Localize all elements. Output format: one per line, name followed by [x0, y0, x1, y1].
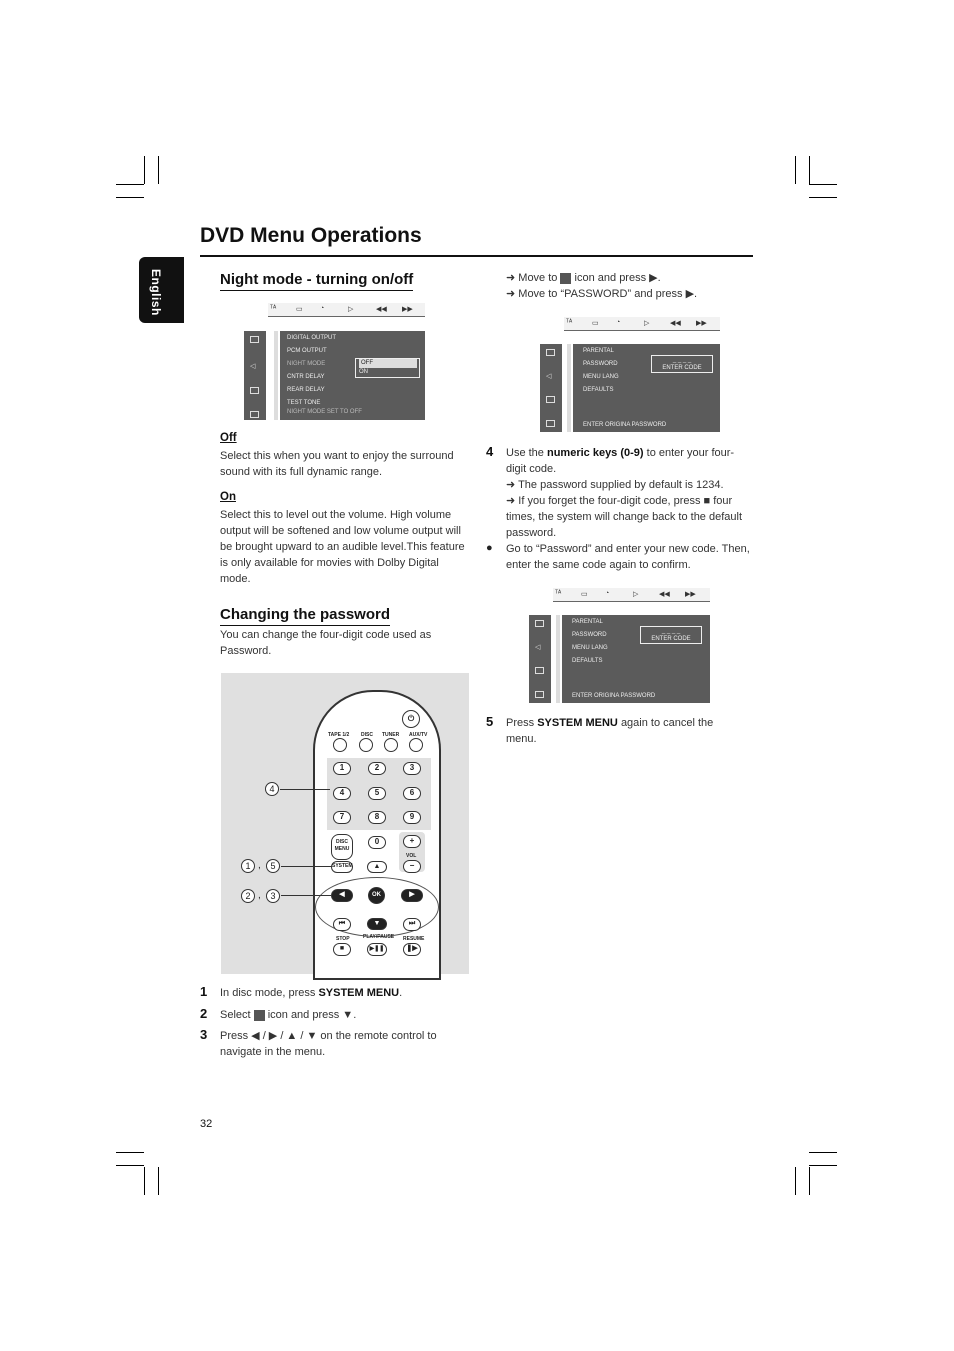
callout-leader: [281, 895, 331, 896]
step-4-post: to enter your four-digit code.: [506, 447, 735, 475]
crop-mark: [158, 156, 159, 184]
crop-mark: [795, 1167, 796, 1195]
screen-toolbar: ᵀᴬ ▭ ◔ ▷ ◀◀ ▶▶: [564, 317, 720, 331]
step-1-pre: In disc mode, press: [220, 987, 316, 999]
digit-5-button[interactable]: 5: [368, 787, 386, 800]
crop-mark: [144, 1167, 145, 1195]
aux-button[interactable]: [409, 738, 423, 752]
crop-mark: [116, 184, 144, 185]
resume-button[interactable]: ❚▶: [403, 943, 421, 956]
off-label: Off: [220, 432, 237, 444]
screen-toolbar: ᵀᴬ ▭ ◔ ▷ ◀◀ ▶▶: [553, 588, 710, 602]
speaker-icon: ◁: [250, 363, 256, 370]
off-text: Select this when you want to enjoy the surround sound with its full dynamic range.: [220, 450, 454, 478]
digit-7-button[interactable]: 7: [333, 811, 351, 824]
setup-icon: [254, 1010, 265, 1021]
vol-label: VOL: [406, 853, 417, 859]
step-5-post: again to cancel the menu.: [506, 717, 714, 745]
stop-button[interactable]: ■: [333, 943, 351, 956]
crop-mark: [809, 184, 837, 185]
aux-label: AUX/TV: [409, 732, 428, 738]
disc-label: DISC: [361, 732, 373, 738]
tuner-label: TUNER: [382, 732, 400, 738]
vol-up-button[interactable]: +: [403, 835, 421, 848]
remote-control: [313, 690, 441, 980]
step-4-arrow-1: ➜ The password supplied by default is 1234.: [506, 479, 724, 491]
power-button[interactable]: ⏻: [402, 710, 420, 728]
crop-mark: [116, 197, 144, 198]
callout-4: 4: [265, 782, 279, 796]
digit-4-button[interactable]: 4: [333, 787, 351, 800]
option-on: ON: [359, 369, 368, 375]
step-1-text: [220, 985, 470, 1001]
menu-item: CNTR DELAY: [287, 374, 325, 380]
lock-icon: [250, 411, 259, 418]
on-text: Select this to level out the volume. High volume output will be softened and low volume output will be brought upward to an audible level.This feature is only available for movies with Dolby Digital mode.: [220, 509, 465, 585]
step-5-pre: Press: [506, 717, 535, 729]
step-2-pre: Select: [220, 1009, 251, 1021]
night-menu-list: [287, 332, 336, 410]
menu-item: PARENTAL: [572, 619, 603, 625]
callout-comma: ,: [258, 890, 261, 901]
screen-footer: ENTER ORIGINA PASSWORD: [572, 693, 656, 699]
step-2-post: icon and press ▼.: [267, 1009, 357, 1021]
callout-3: 3: [266, 889, 280, 903]
arrow-line-2: ➜ Move to “PASSWORD” and press ▶.: [506, 288, 698, 300]
code-label: ENTER CODE: [662, 365, 702, 371]
on-label: On: [220, 491, 236, 503]
step-4-arrow-2-text: If you forget the four-digit code, press ■ four times, the system will change back to the default password.: [506, 495, 743, 539]
screen-toolbar: ᵀᴬ ▭ ◔ ▷ ◀◀ ▶▶: [268, 303, 425, 317]
screen-icon: [250, 387, 259, 394]
digit-9-button[interactable]: 9: [403, 811, 421, 824]
code-popup: [651, 355, 713, 373]
password-menu-list: [583, 345, 619, 397]
system-menu-button[interactable]: SYSTEM: [331, 861, 353, 873]
menu-item: PCM OUTPUT: [287, 348, 327, 354]
menu-item: DEFAULTS: [572, 658, 603, 664]
callout-2: 2: [241, 889, 255, 903]
page-title: DVD Menu Operations: [200, 224, 422, 247]
crop-mark: [809, 1152, 837, 1153]
callout-leader: [280, 789, 330, 790]
arrow-2-text: Move to “PASSWORD” and press ▶.: [518, 288, 698, 300]
right-button[interactable]: ▶: [401, 889, 423, 902]
crop-mark: [809, 1165, 837, 1166]
language-tab: [139, 257, 184, 323]
arrow-line-1: ➜ Move to icon and press ▶.: [506, 272, 661, 284]
stop-label: STOP: [336, 936, 350, 942]
crop-mark: [809, 156, 810, 184]
scroll-bar: [274, 331, 278, 420]
step-2-text: [220, 1007, 470, 1023]
left-button[interactable]: ◀: [331, 889, 353, 902]
vol-down-button[interactable]: −: [403, 860, 421, 873]
title-rule: [200, 255, 753, 257]
step-3-number: 3: [200, 1027, 208, 1042]
picture-icon: [546, 349, 555, 356]
step-1-post: .: [399, 987, 403, 999]
code-dashes: _ _ _ _: [672, 357, 692, 363]
next-button[interactable]: ⏭: [403, 918, 421, 931]
language-tab-label: English: [149, 269, 163, 316]
menu-item: DEFAULTS: [583, 387, 614, 393]
step-4-pre: Use the: [506, 447, 544, 459]
step-5-number: 5: [486, 714, 494, 729]
digit-0-button[interactable]: 0: [368, 836, 386, 849]
menu-item: MENU LANG: [583, 374, 619, 380]
password-screen-1: [540, 317, 720, 432]
step-4-number: 4: [486, 444, 494, 459]
lock-icon: [546, 420, 555, 427]
play-pause-label: PLAY/PAUSE: [363, 934, 395, 940]
callout-5: 5: [266, 859, 280, 873]
step-4-arrow-2: ➜ If you forget the four-digit code, press ■ four times, the system will change back to the default password.: [506, 495, 743, 539]
screen-icon: [546, 396, 555, 403]
tape-label: TAPE 1/2: [328, 732, 350, 738]
menu-item: TEST TONE: [287, 400, 321, 406]
menu-item: NIGHT MODE: [287, 361, 326, 367]
ok-button[interactable]: OK: [368, 887, 385, 904]
step-1-number: 1: [200, 984, 208, 999]
crop-mark: [158, 1167, 159, 1195]
crop-mark: [116, 1152, 144, 1153]
crop-mark: [809, 1167, 810, 1195]
resume-label: RESUME: [403, 936, 425, 942]
screen-sidebar: [244, 331, 266, 420]
menu-item: PASSWORD: [583, 361, 618, 367]
screen-footer: ENTER ORIGINA PASSWORD: [583, 422, 667, 428]
digit-8-button[interactable]: 8: [368, 811, 386, 824]
picture-icon: [535, 620, 544, 627]
password-menu-list: [572, 616, 608, 668]
speaker-icon: ◁: [535, 644, 541, 651]
password-intro: You can change the four-digit code used as Password.: [220, 629, 432, 657]
disc-button[interactable]: [359, 738, 373, 752]
menu-item: PASSWORD: [572, 632, 607, 638]
callout-1: 1: [241, 859, 255, 873]
digit-6-button[interactable]: 6: [403, 787, 421, 800]
page-number: 32: [200, 1118, 213, 1130]
down-button[interactable]: ▼: [367, 918, 387, 930]
menu-item: DIGITAL OUTPUT: [287, 335, 337, 341]
crop-mark: [116, 1165, 144, 1166]
bullet-icon: ●: [486, 542, 493, 554]
menu-item: MENU LANG: [572, 645, 608, 651]
setup-icon: [560, 273, 571, 284]
disc-menu-button[interactable]: DISC MENU: [331, 834, 353, 860]
tape-button[interactable]: [333, 738, 347, 752]
tuner-button[interactable]: [384, 738, 398, 752]
menu-item: REAR DELAY: [287, 387, 325, 393]
code-label: ENTER CODE: [651, 636, 691, 642]
arrow-1-pre: Move to: [518, 272, 558, 284]
step-2-number: 2: [200, 1006, 208, 1021]
crop-mark: [795, 156, 796, 184]
step-3-text: Press ◀ / ▶ / ▲ / ▼ on the remote control to navigate in the menu.: [220, 1030, 437, 1058]
screen-footer: NIGHT MODE SET TO OFF: [287, 409, 362, 415]
night-mode-screen: [244, 303, 425, 420]
crop-mark: [144, 156, 145, 184]
options-popup: [355, 358, 420, 378]
picture-icon: [250, 336, 259, 343]
digit-1-button[interactable]: 1: [333, 762, 351, 775]
step-5-text: [506, 715, 746, 747]
code-dashes: _ _ _ _: [661, 628, 681, 634]
lock-icon: [535, 691, 544, 698]
scroll-bar: [567, 344, 571, 432]
password-heading: Changing the password: [220, 606, 390, 626]
step-1-bold: SYSTEM MENU: [318, 987, 400, 999]
scroll-bar: [556, 615, 560, 703]
play-pause-button[interactable]: ▶❚❚: [367, 943, 387, 956]
screen-icon: [535, 667, 544, 674]
screen-sidebar: [540, 344, 562, 432]
crop-mark: [809, 197, 837, 198]
digit-2-button[interactable]: 2: [368, 762, 386, 775]
password-screen-2: [529, 588, 710, 703]
step-4-arrow-1-text: The password supplied by default is 1234.: [518, 479, 724, 491]
screen-sidebar: [529, 615, 551, 703]
night-mode-heading: Night mode - turning on/off: [220, 271, 413, 291]
option-off: OFF: [359, 359, 417, 368]
up-button[interactable]: ▲: [367, 861, 387, 873]
digit-3-button[interactable]: 3: [403, 762, 421, 775]
callout-comma: ,: [258, 860, 261, 871]
step-4-text: [506, 445, 754, 477]
prev-button[interactable]: ⏮: [333, 918, 351, 931]
menu-item: PARENTAL: [583, 348, 614, 354]
step-5-bold: SYSTEM MENU: [537, 717, 618, 729]
step-4-bold: numeric keys (0-9): [546, 447, 644, 459]
speaker-icon: ◁: [546, 373, 552, 380]
code-popup: [640, 626, 702, 644]
bullet-text: Go to “Password” and enter your new code. Then, enter the same code again to confirm.: [506, 543, 750, 571]
arrow-1-post: icon and press ▶.: [574, 272, 661, 284]
callout-leader: [281, 866, 331, 867]
